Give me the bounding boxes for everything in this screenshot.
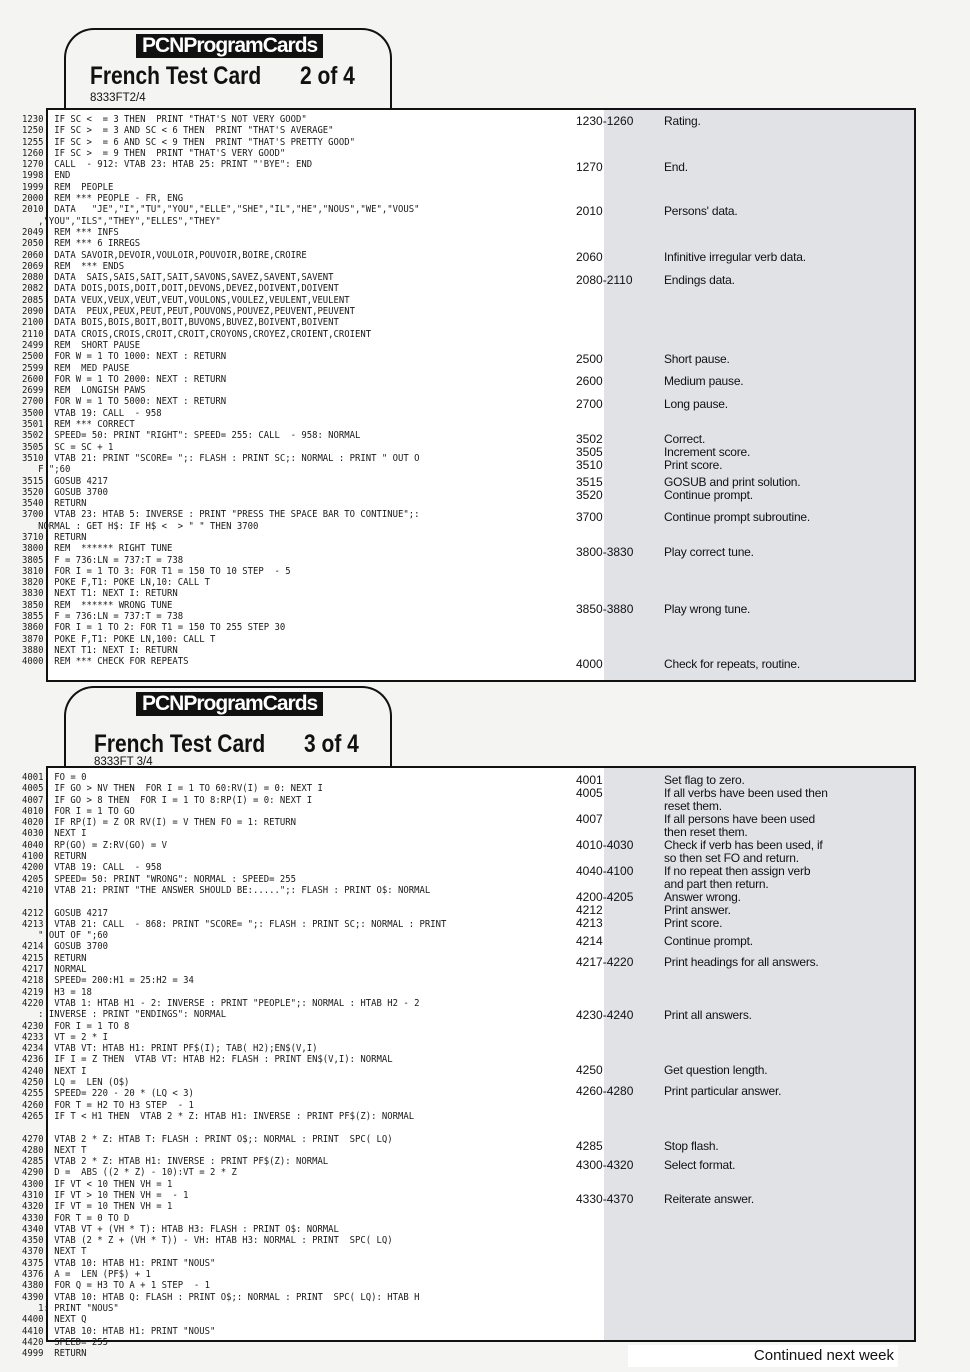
note-description: Print headings for all answers. bbox=[664, 955, 819, 969]
code-line: 2110 DATA CROIS,CROIS,CROIT,CROIT,CROYONS,CROYEZ,CROIENT,CROIENT bbox=[22, 328, 372, 340]
code-line bbox=[22, 1122, 446, 1133]
note-line-range: 4001 bbox=[576, 773, 603, 787]
note-description: Answer wrong. bbox=[664, 890, 741, 904]
code-line: 3502 SPEED= 50: PRINT "RIGHT": SPEED= 255: CALL - 958: NORMAL bbox=[22, 430, 361, 442]
note-description: Check for repeats, routine. bbox=[664, 657, 801, 671]
code-line: 2085 DATA VEUX,VEUX,VEUT,VEUT,VOULONS,VOULEZ,VEULENT,VEULENT bbox=[22, 294, 350, 306]
code-line: 4240 NEXT I bbox=[22, 1065, 87, 1077]
note-description: Print score. bbox=[664, 458, 723, 472]
card-header bbox=[64, 28, 390, 112]
note-line-range: 4250 bbox=[576, 1063, 603, 1077]
code-line: 4999 RETURN bbox=[22, 1348, 87, 1360]
note-description: Rating. bbox=[664, 114, 701, 128]
card-code: 8333FT 3/4 bbox=[94, 756, 153, 768]
code-line: 4236 IF I = Z THEN VTAB VT: HTAB H2: FLASH : PRINT EN$(V,I): NORMAL bbox=[22, 1054, 393, 1066]
code-line: 2699 REM LONGISH PAWS bbox=[22, 385, 146, 397]
code-line: 2080 DATA SAIS,SAIS,SAIT,SAIT,SAVONS,SAVEZ,SAVENT,SAVENT bbox=[22, 272, 334, 284]
note-description: Continue prompt. bbox=[664, 488, 753, 502]
code-line: 2049 REM *** INFS bbox=[22, 226, 119, 238]
code-line: 1260 IF SC > = 9 THEN PRINT "THAT'S VERY GOOD" bbox=[22, 147, 286, 159]
code-line: 1998 END bbox=[22, 170, 71, 182]
code-line: 4213 VTAB 21: CALL - 868: PRINT "SCORE= ";: FLASH : PRINT SC;: NORMAL : PRINT bbox=[22, 918, 447, 930]
code-line: 1270 CALL - 912: VTAB 23: HTAB 25: PRINT "'BYE": END bbox=[22, 159, 313, 171]
code-line: 4200 VTAB 19: CALL - 958 bbox=[22, 862, 162, 874]
code-line: 4340 VTAB VT + (VH * T): HTAB H3: FLASH : PRINT O$: NORMAL bbox=[22, 1223, 339, 1235]
code-line: 2082 DATA DOIS,DOIS,DOIT,DOIT,DEVONS,DEVEZ,DOIVENT,DOIVENT bbox=[22, 283, 339, 295]
code-line: NORMAL : GET H$: IF H$ < > " " THEN 3700 bbox=[22, 520, 259, 532]
code-line: 1999 REM PEOPLE bbox=[22, 181, 114, 193]
note-description: Short pause. bbox=[664, 352, 730, 366]
code-line: 4217 NORMAL bbox=[22, 964, 87, 976]
code-line: 2010 DATA "JE","I","TU","YOU","ELLE","SHE","IL","HE","NOUS","WE","VOUS" bbox=[22, 204, 420, 216]
code-line: 4212 GOSUB 4217 bbox=[22, 907, 108, 919]
note-line-range: 3850-3880 bbox=[576, 602, 634, 616]
code-line: 4030 NEXT I bbox=[22, 828, 87, 840]
note-description: End. bbox=[664, 160, 688, 174]
note-line-range: 4007 bbox=[576, 812, 603, 826]
card-number: 2 of 4 bbox=[300, 62, 355, 90]
code-line: 4390 VTAB 10: HTAB Q: FLASH : PRINT O$;: NORMAL : PRINT SPC( LQ): HTAB H bbox=[22, 1291, 420, 1303]
note-line-range: 4010-4030 bbox=[576, 838, 634, 852]
card-number: 3 of 4 bbox=[304, 730, 359, 758]
card-code: 8333FT2/4 bbox=[90, 92, 146, 104]
code-line: 3880 NEXT T1: NEXT I: RETURN bbox=[22, 644, 178, 656]
card-title: French Test Card bbox=[94, 730, 266, 758]
note-line-range: 4260-4280 bbox=[576, 1084, 634, 1098]
note-description: Medium pause. bbox=[664, 374, 744, 388]
brand-logo: PCNProgramCards bbox=[136, 692, 323, 716]
code-line: 2090 DATA PEUX,PEUX,PEUT,PEUT,POUVONS,POUVEZ,PEUVENT,PEUVENT bbox=[22, 306, 356, 318]
note-line-range: 3800-3830 bbox=[576, 545, 634, 559]
note-line-range: 1230-1260 bbox=[576, 114, 634, 128]
code-line: 4350 VTAB (2 * Z + (VH * T)) - VH: HTAB H3: NORMAL : PRINT SPC( LQ) bbox=[22, 1235, 393, 1247]
code-line: 4219 H3 = 18 bbox=[22, 986, 92, 998]
code-line: 4270 VTAB 2 * Z: HTAB T: FLASH : PRINT O$;: NORMAL : PRINT SPC( LQ) bbox=[22, 1133, 393, 1145]
note-line-range: 3502 bbox=[576, 432, 603, 446]
card-title: French Test Card bbox=[90, 62, 262, 90]
note-description: Print all answers. bbox=[664, 1008, 752, 1022]
notes-panel bbox=[604, 110, 914, 680]
note-line-range: 4212 bbox=[576, 903, 603, 917]
code-line: 3505 SC = SC + 1 bbox=[22, 441, 114, 453]
note-line-range: 4200-4205 bbox=[576, 890, 634, 904]
code-line: 4330 FOR T = 0 TO D bbox=[22, 1212, 130, 1224]
code-line: 4215 RETURN bbox=[22, 952, 87, 964]
code-line: 2600 FOR W = 1 TO 2000: NEXT : RETURN bbox=[22, 373, 227, 385]
code-line: 4376 A = LEN (PF$) + 1 bbox=[22, 1269, 151, 1281]
note-line-range: 4005 bbox=[576, 786, 603, 800]
code-line: 2060 DATA SAVOIR,DEVOIR,VOULOIR,POUVOIR,BOIRE,CROIRE bbox=[22, 249, 307, 261]
code-line: F ";60 bbox=[22, 464, 71, 476]
code-line: 3510 VTAB 21: PRINT "SCORE= ";: FLASH : PRINT SC;: NORMAL : PRINT " OUT O bbox=[22, 452, 420, 464]
code-line: 4290 D = ABS ((2 * Z) - 10):VT = 2 * Z bbox=[22, 1167, 237, 1179]
note-description: Play wrong tune. bbox=[664, 602, 751, 616]
note-line-range: 4230-4240 bbox=[576, 1008, 634, 1022]
note-line-range: 4214 bbox=[576, 934, 603, 948]
program-listing bbox=[22, 772, 446, 1359]
code-line: 2599 REM MED PAUSE bbox=[22, 362, 130, 374]
note-description: Infinitive irregular verb data. bbox=[664, 250, 806, 264]
code-line: 3515 GOSUB 4217 bbox=[22, 475, 108, 487]
code-line: 1255 IF SC > = 6 AND SC < 9 THEN PRINT "THAT'S PRETTY GOOD" bbox=[22, 136, 356, 148]
code-line: 4375 VTAB 10: HTAB H1: PRINT "NOUS" bbox=[22, 1257, 216, 1269]
code-line: 4380 FOR Q = H3 TO A + 1 STEP - 1 bbox=[22, 1280, 211, 1292]
code-line: 4300 IF VT < 10 THEN VH = 1 bbox=[22, 1178, 173, 1190]
code-line: 4255 SPEED= 220 - 20 * (LQ < 3) bbox=[22, 1088, 194, 1100]
note-description: Long pause. bbox=[664, 397, 728, 411]
code-line: 4040 RP(GO) = Z:RV(GO) = V bbox=[22, 839, 168, 851]
note-line-range: 4217-4220 bbox=[576, 955, 634, 969]
code-line: 4400 NEXT Q bbox=[22, 1314, 87, 1326]
continued-note: Continued next week bbox=[753, 1347, 894, 1364]
code-line: 3830 NEXT T1: NEXT I: RETURN bbox=[22, 588, 178, 600]
note-description: Correct. bbox=[664, 432, 706, 446]
note-description: Get question length. bbox=[664, 1063, 768, 1077]
brand-logo: PCNProgramCards bbox=[136, 34, 323, 58]
note-line-range: 4040-4100 bbox=[576, 864, 634, 878]
code-line: 4220 VTAB 1: HTAB H1 - 2: INVERSE : PRINT "PEOPLE";: NORMAL : HTAB H2 - 2 bbox=[22, 997, 420, 1009]
note-description: Stop flash. bbox=[664, 1139, 719, 1153]
note-description: Reiterate answer. bbox=[664, 1192, 754, 1206]
code-line: 2499 REM SHORT PAUSE bbox=[22, 339, 141, 351]
code-line: 3500 VTAB 19: CALL - 958 bbox=[22, 407, 162, 419]
code-line: " OUT OF ";60 bbox=[22, 930, 108, 942]
code-line: 3800 REM ****** RIGHT TUNE bbox=[22, 543, 173, 555]
code-line: 2700 FOR W = 1 TO 5000: NEXT : RETURN bbox=[22, 396, 227, 408]
note-description: If all verbs have been used then reset them. bbox=[664, 786, 828, 813]
code-line: 3860 FOR I = 1 TO 2: FOR T1 = 150 TO 255 STEP 30 bbox=[22, 622, 286, 634]
code-line: 4420 SPEED= 255 bbox=[22, 1336, 108, 1348]
card-header bbox=[64, 686, 390, 770]
note-description: Play correct tune. bbox=[664, 545, 754, 559]
note-description: Persons' data. bbox=[664, 204, 738, 218]
program-listing bbox=[22, 114, 420, 668]
note-line-range: 2080-2110 bbox=[576, 273, 633, 287]
code-line: 3520 GOSUB 3700 bbox=[22, 486, 108, 498]
note-line-range: 3700 bbox=[576, 510, 603, 524]
code-line: 3710 RETURN bbox=[22, 531, 87, 543]
note-description: Endings data. bbox=[664, 273, 735, 287]
code-line: 3540 RETURN bbox=[22, 498, 87, 510]
note-line-range: 4000 bbox=[576, 657, 603, 671]
code-line: 1: PRINT "NOUS" bbox=[22, 1302, 119, 1314]
note-line-range: 4300-4320 bbox=[576, 1158, 634, 1172]
code-line: 3805 F = 736:LN = 737:T = 738 bbox=[22, 554, 184, 566]
note-description: Select format. bbox=[664, 1158, 736, 1172]
code-line: 4218 SPEED= 200:H1 = 25:H2 = 34 bbox=[22, 975, 194, 987]
note-description: Check if verb has been used, if so then set FO and return. bbox=[664, 838, 823, 865]
note-line-range: 4285 bbox=[576, 1139, 603, 1153]
note-description: If no repeat then assign verb and part then return. bbox=[664, 864, 811, 891]
code-line: 4410 VTAB 10: HTAB H1: PRINT "NOUS" bbox=[22, 1325, 216, 1337]
note-description: Set flag to zero. bbox=[664, 773, 745, 787]
note-line-range: 2010 bbox=[576, 204, 603, 218]
code-line: 4233 VT = 2 * I bbox=[22, 1031, 108, 1043]
note-description: If all persons have been used then reset them. bbox=[664, 812, 815, 839]
code-line: 2500 FOR W = 1 TO 1000: NEXT : RETURN bbox=[22, 351, 227, 363]
note-description: Continue prompt subroutine. bbox=[664, 510, 811, 524]
code-line: 4280 NEXT T bbox=[22, 1144, 87, 1156]
code-line: 2100 DATA BOIS,BOIS,BOIT,BOIT,BUVONS,BUVEZ,BOIVENT,BOIVENT bbox=[22, 317, 339, 329]
code-line: 4234 VTAB VT: HTAB H1: PRINT PF$(I); TAB( H2);EN$(V,I) bbox=[22, 1043, 318, 1055]
note-description: Print answer. bbox=[664, 903, 731, 917]
code-line: 1250 IF SC > = 3 AND SC < 6 THEN PRINT "THAT'S AVERAGE" bbox=[22, 125, 334, 137]
code-line bbox=[22, 896, 446, 907]
code-line: 4205 SPEED= 50: PRINT "WRONG": NORMAL : SPEED= 255 bbox=[22, 873, 296, 885]
footer bbox=[628, 1345, 898, 1367]
note-line-range: 4213 bbox=[576, 916, 603, 930]
note-line-range: 3510 bbox=[576, 458, 603, 472]
code-line: 3820 POKE F,T1: POKE LN,10: CALL T bbox=[22, 577, 211, 589]
code-line: 4260 FOR T = H2 TO H3 STEP - 1 bbox=[22, 1099, 194, 1111]
code-line: 3870 POKE F,T1: POKE LN,100: CALL T bbox=[22, 633, 216, 645]
note-description: Print particular answer. bbox=[664, 1084, 782, 1098]
code-line: 4001 FO = 0 bbox=[22, 772, 87, 783]
code-line: 3501 REM *** CORRECT bbox=[22, 419, 135, 431]
code-line: 4310 IF VT > 10 THEN VH = - 1 bbox=[22, 1189, 189, 1201]
code-line: : INVERSE : PRINT "ENDINGS": NORMAL bbox=[22, 1009, 227, 1021]
note-description: GOSUB and print solution. bbox=[664, 475, 801, 489]
code-line: 3700 VTAB 23: HTAB 5: INVERSE : PRINT "PRESS THE SPACE BAR TO CONTINUE";: bbox=[22, 509, 420, 521]
code-line: 2069 REM *** ENDS bbox=[22, 260, 125, 272]
note-description: Increment score. bbox=[664, 445, 751, 459]
code-line: 4285 VTAB 2 * Z: HTAB H1: INVERSE : PRINT PF$(Z): NORMAL bbox=[22, 1156, 329, 1168]
note-description: Print score. bbox=[664, 916, 723, 930]
code-line: 2050 REM *** 6 IRREGS bbox=[22, 238, 141, 250]
code-line: 4007 IF GO > 8 THEN FOR I = 1 TO 8:RP(I) = 0: NEXT I bbox=[22, 794, 313, 806]
code-line: 4214 GOSUB 3700 bbox=[22, 941, 108, 953]
code-line: 2000 REM *** PEOPLE - FR, ENG bbox=[22, 193, 184, 205]
code-line: 3810 FOR I = 1 TO 3: FOR T1 = 150 TO 10 STEP - 5 bbox=[22, 565, 291, 577]
note-line-range: 3505 bbox=[576, 445, 603, 459]
note-line-range: 1270 bbox=[576, 160, 603, 174]
code-line: 4230 FOR I = 1 TO 8 bbox=[22, 1020, 130, 1032]
code-line: 4320 IF VT = 10 THEN VH = 1 bbox=[22, 1201, 173, 1213]
code-line: 4020 IF RP(I) = Z OR RV(I) = V THEN FO = 1: RETURN bbox=[22, 817, 296, 829]
code-line: 4210 VTAB 21: PRINT "THE ANSWER SHOULD BE:.....";: FLASH : PRINT O$: NORMAL bbox=[22, 884, 431, 896]
note-line-range: 4330-4370 bbox=[576, 1192, 634, 1206]
code-line: 4005 IF GO > NV THEN FOR I = 1 TO 60:RV(I) = 0: NEXT I bbox=[22, 783, 323, 795]
code-line: 4010 FOR I = 1 TO GO bbox=[22, 805, 135, 817]
note-description: Continue prompt. bbox=[664, 934, 753, 948]
code-line: 4370 NEXT T bbox=[22, 1246, 87, 1258]
code-line: 4000 REM *** CHECK FOR REPEATS bbox=[22, 656, 189, 668]
code-line: 1230 IF SC < = 3 THEN PRINT "THAT'S NOT VERY GOOD" bbox=[22, 114, 307, 125]
note-line-range: 3515 bbox=[576, 475, 603, 489]
note-line-range: 3520 bbox=[576, 488, 603, 502]
code-line: 4250 LQ = LEN (O$) bbox=[22, 1077, 130, 1089]
code-line: 3855 F = 736:LN = 737:T = 738 bbox=[22, 611, 184, 623]
note-line-range: 2700 bbox=[576, 397, 603, 411]
code-line: 4265 IF T < H1 THEN VTAB 2 * Z: HTAB H1: INVERSE : PRINT PF$(Z): NORMAL bbox=[22, 1110, 415, 1122]
code-line: 3850 REM ****** WRONG TUNE bbox=[22, 599, 173, 611]
note-line-range: 2600 bbox=[576, 374, 603, 388]
note-line-range: 2060 bbox=[576, 250, 603, 264]
code-line: 4100 RETURN bbox=[22, 851, 87, 863]
code-line: ,"YOU","ILS","THEY","ELLES","THEY" bbox=[22, 215, 221, 227]
note-line-range: 2500 bbox=[576, 352, 603, 366]
